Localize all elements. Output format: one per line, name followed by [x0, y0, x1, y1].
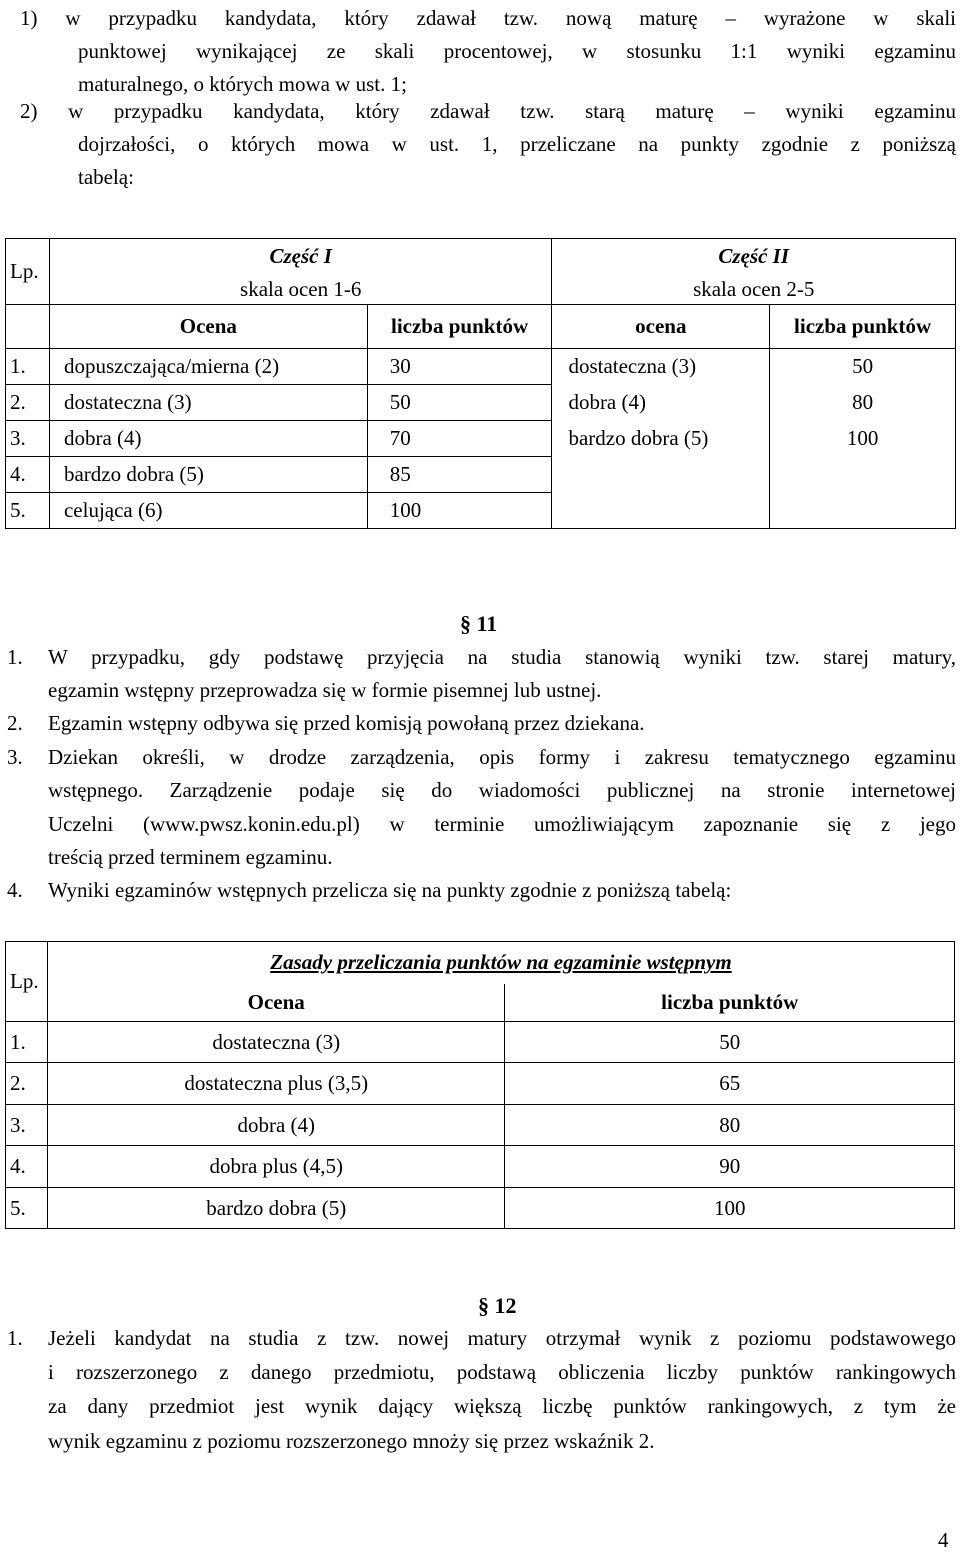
list-item-line: treścią przed terminem egzaminu.: [48, 845, 333, 869]
list-item-line: wynik egzaminu z poziomu rozszerzonego mnoży się przez wskaźnik 2.: [48, 1429, 655, 1453]
list-number: 1.: [7, 1326, 23, 1350]
list-item-line: Egzamin wstępny odbywa się przed komisją powołaną przez dziekana.: [48, 711, 645, 735]
col-points: liczba punktów: [505, 984, 955, 1022]
part2-title: Część II: [552, 239, 956, 275]
intro-line: dojrzałości, o których mowa w ust. 1, przeliczane na punkty zgodnie z poniższą: [78, 132, 956, 156]
list-item-line: W przypadku, gdy podstawę przyjęcia na studia stanowią wyniki tzw. starej matury,: [48, 645, 956, 669]
table2-title: Zasady przeliczania punktów na egzaminie wstępnym: [47, 942, 954, 984]
lp-header: Lp.: [6, 239, 50, 305]
list-number: 3.: [7, 745, 23, 769]
list-number: 1.: [7, 645, 23, 669]
col-ocena: Ocena: [47, 984, 505, 1022]
intro-line: tabelą:: [78, 165, 134, 189]
intro-line: 2) w przypadku kandydata, który zdawał tzw. starą maturę – wyniki egzaminu: [20, 99, 956, 123]
section-11-heading: § 11: [460, 611, 498, 636]
table-row: 1. dostateczna (3) 50: [6, 1022, 955, 1063]
list-item-line: egzamin wstępny przeprowadza się w formie pisemnej lub ustnej.: [48, 678, 602, 702]
table-row: 5. bardzo dobra (5) 100: [6, 1188, 955, 1229]
list-item-line: Uczelni (www.pwsz.konin.edu.pl) w terminie umożliwiającym zapoznanie się z jego: [48, 812, 956, 836]
entrance-exam-points-table: [5, 941, 955, 1229]
part1-title: Część I: [49, 239, 551, 275]
col-points-2: liczba punktów: [770, 305, 956, 349]
table-row: 2. dostateczna (3) 50 dobra (4) 80: [6, 385, 956, 421]
col-points-1: liczba punktów: [367, 305, 552, 349]
list-item-line: i rozszerzonego z danego przedmiotu, podstawą obliczenia liczby punktów rankingowych: [48, 1360, 956, 1384]
col-ocena-2: ocena: [552, 305, 770, 349]
table-row: 5. celująca (6) 100: [6, 493, 956, 529]
list-item-line: Dziekan określi, w drodze zarządzenia, opis formy i zakresu tematycznego egzaminu: [48, 745, 956, 769]
table-row: 3. dobra (4) 80: [6, 1105, 955, 1146]
list-number: 4.: [7, 878, 23, 902]
table-row: 4. bardzo dobra (5) 85: [6, 457, 956, 493]
table-row: 4. dobra plus (4,5) 90: [6, 1146, 955, 1188]
list-item-line: Wyniki egzaminów wstępnych przelicza się na punkty zgodnie z poniższą tabelą:: [48, 878, 732, 902]
section-12-heading: § 12: [478, 1293, 517, 1318]
list-item-line: za dany przedmiot jest wynik dający większą liczbę punktów rankingowych, z tym że: [48, 1394, 956, 1418]
part2-scale: skala ocen 2-5: [552, 275, 956, 305]
list-item-line: Jeżeli kandydat na studia z tzw. nowej matury otrzymał wynik z poziomu podstawowego: [48, 1326, 956, 1350]
grade-conversion-table-matura: [5, 238, 956, 529]
table-row: 1. dopuszczająca/mierna (2) 30 dostateczna (3) 50: [6, 349, 956, 385]
list-number: 2.: [7, 711, 23, 735]
part1-scale: skala ocen 1-6: [49, 275, 551, 305]
table-row: 2. dostateczna plus (3,5) 65: [6, 1063, 955, 1105]
lp-header: Lp.: [6, 942, 48, 1022]
intro-line: 1) w przypadku kandydata, który zdawał tzw. nową maturę – wyrażone w skali: [20, 6, 956, 30]
table-row: 3. dobra (4) 70 bardzo dobra (5) 100: [6, 421, 956, 457]
col-ocena-1: Ocena: [49, 305, 367, 349]
intro-line: maturalnego, o których mowa w ust. 1;: [78, 72, 407, 96]
intro-line: punktowej wynikającej ze skali procentowej, w stosunku 1:1 wyniki egzaminu: [78, 39, 956, 63]
list-item-line: wstępnego. Zarządzenie podaje się do wiadomości publicznej na stronie internetowej: [48, 778, 956, 802]
page-number: 4: [938, 1528, 949, 1552]
